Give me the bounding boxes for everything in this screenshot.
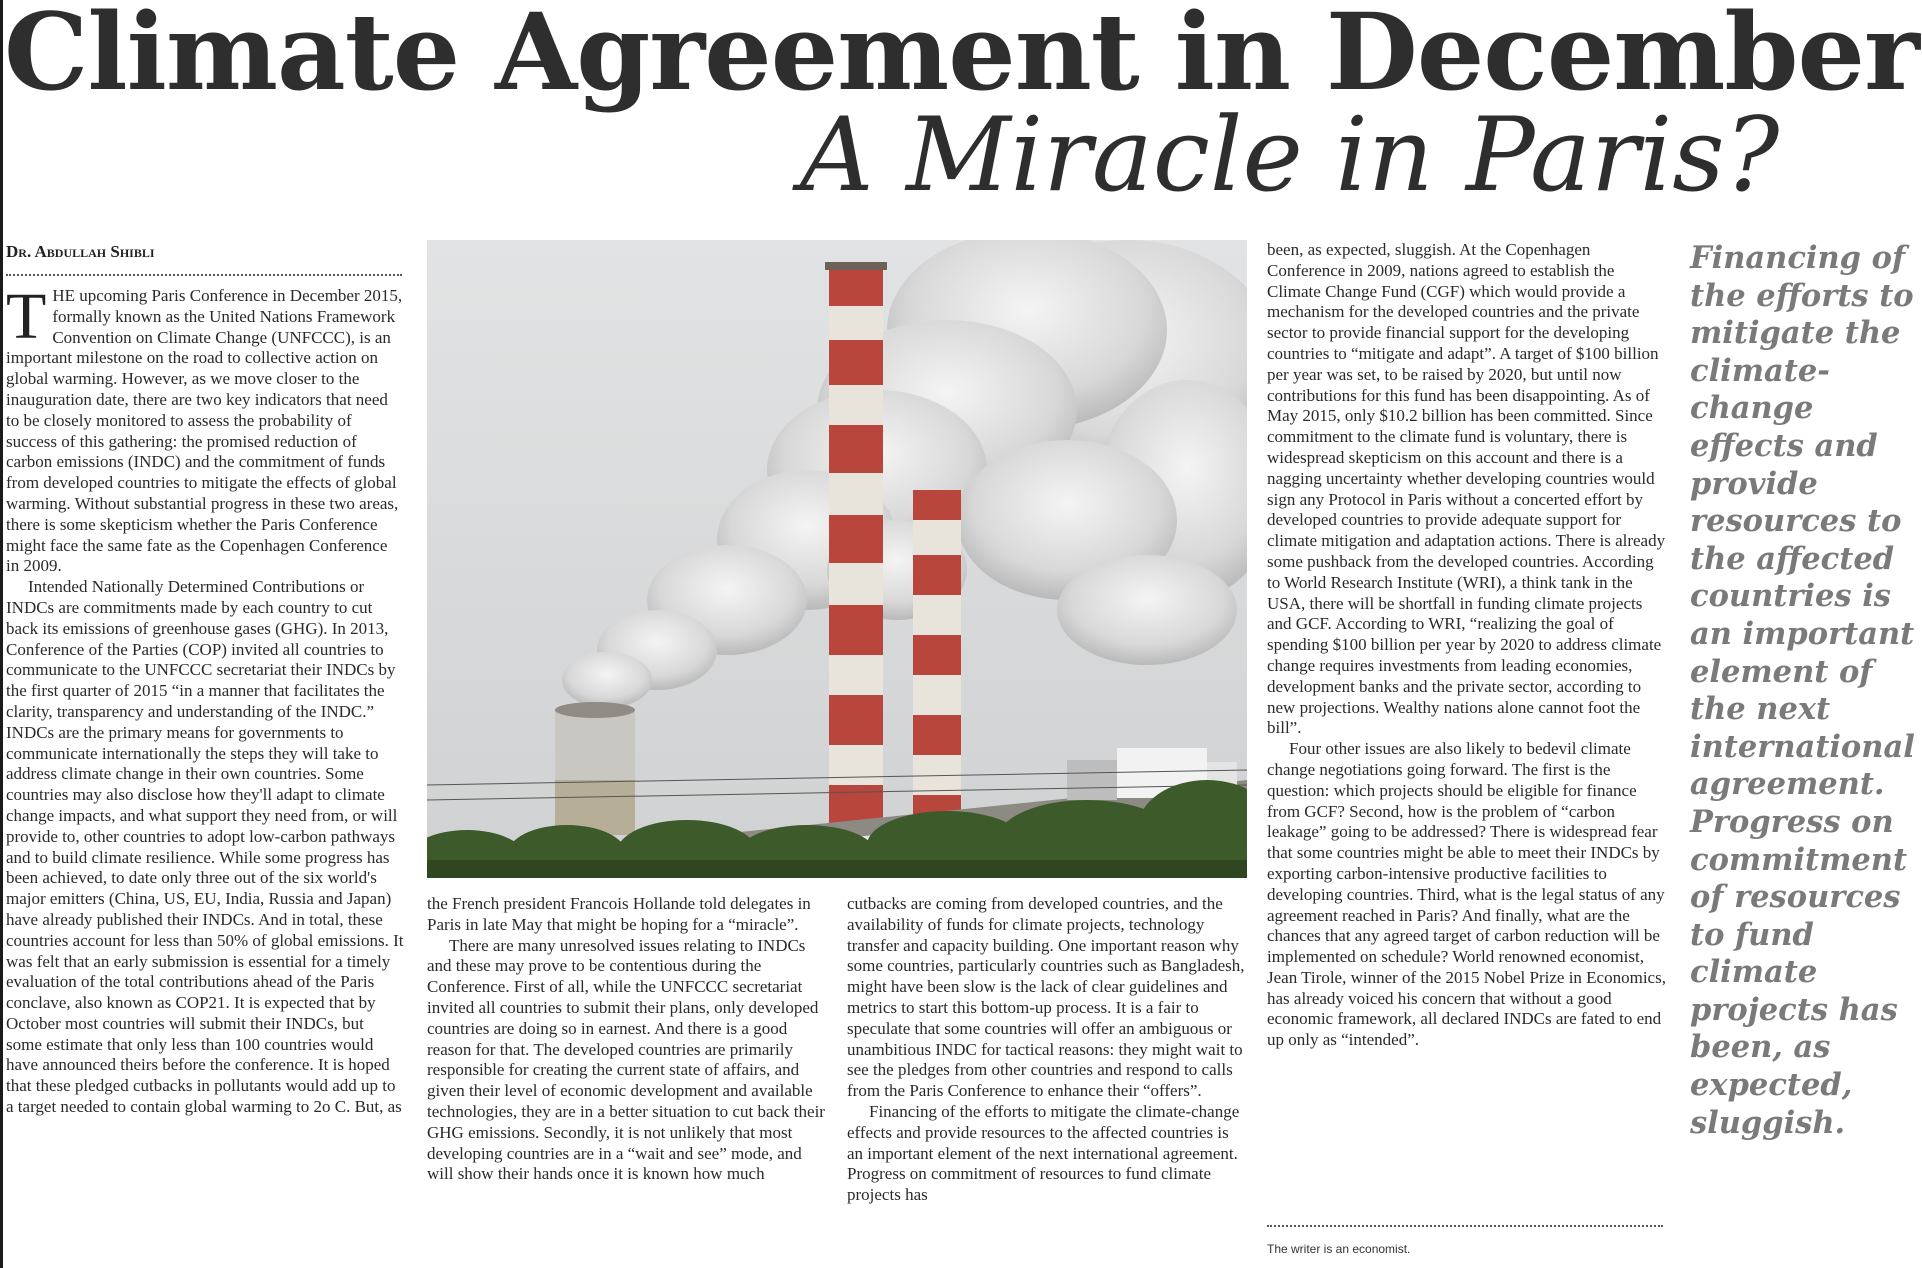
smokestack-photo [427, 240, 1247, 878]
article-column-2 [427, 894, 827, 1268]
paragraph: HE upcoming Paris Conference in December 2015, formally known as the United Nations Framework Convention on Climate Change (UNFCCC), is an important milestone on the road to collective action on global warming. However, as we move closer to the inauguration date, there are two key indicators that need to be closely monitored to assess the probability of success of this gathering: the promised reduction of carbon emissions (INDC) and the commitment of funds from developed countries to mitigate the effects of global warming. Without substantial progress in these two areas, there is some skepticism whether the Paris Conference might face the same fate as the Copenhagen Conference in 2009. [6, 286, 403, 576]
page-edge [0, 0, 3, 1268]
paragraph: Intended Nationally Determined Contributions or INDCs are commitments made by each country to cut back its emissions of greenhouse gases (GHG). In 2013, Conference of the Parties (COP) invited all countries to communicate to the UNFCCC secretariat their INDCs by the first quarter of 2015 “in a manner that facilitates the clarity, transparency and understanding of the INDC.” INDCs are the primary means for governments to communicate internationally the steps they will take to address climate change in their own countries. Some countries may also disclose how they'll adapt to climate change impacts, and what support they need from, or will provide to, other countries to adopt low-carbon pathways and to build climate resilience. While some progress has been achieved, to date only three out of the six world's major emitters (China, US, EU, India, Russia and Japan) have already published their INDCs. And in total, these countries account for less than 50% of global emissions. It was felt that an early submission is essential for a timely evaluation of the total contributions ahead of the Paris conclave, also known as COP21. It is expected that by October most countries will submit their INDCs, but some estimate that only less than 100 countries would have announced theirs before the conference. It is hoped that these pledged cutbacks in pollutants would add up to a target needed to contain global warming to 2o C. But, as [6, 577, 404, 1117]
headline: Climate Agreement in December [4, 0, 1919, 114]
article-column-4 [1267, 240, 1667, 1222]
article-column-1 [6, 286, 404, 1268]
byline: Dr. Abdullah Shibli [6, 242, 155, 261]
paragraph: cutbacks are coming from developed countries, and the availability of funds for climate projects, technology transfer and capacity building. One important reason why some countries, particularly countries such as Bangladesh, might have been slow is the lack of clear guidelines and metrics to start this bottom-up process. It is a fair to speculate that some countries will offer an ambiguous or unambitious INDC for tactical reasons: they might wait to see the pledges from other countries and respond to calls from the Paris Conference to enhance their “offers”. [847, 894, 1245, 1101]
end-divider [1267, 1225, 1663, 1227]
subheadline: A Miracle in Paris? [800, 96, 1780, 215]
paragraph: Four other issues are also likely to bedevil climate change negotiations going forward. The first is the question: which projects should be eligible for finance from GCF? Second, how is the problem of “carbon leakage” going to be addressed? There is widespread fear that some countries might be able to meet their INDCs by exporting carbon-intensive productive facilities to developing countries. Third, what is the legal status of any agreement reached in Paris? And finally, what are the chances that any agreed target of carbon reduction will be implemented on schedule? World renowned economist, Jean Tirole, winner of the 2015 Nobel Prize in Economics, has already voiced his concern that without a good economic framework, all declared INDCs are fated to end up only as “intended”. [1267, 739, 1666, 1050]
article-column-3 [847, 894, 1247, 1268]
paragraph: There are many unresolved issues relating to INDCs and these may prove to be contentious during the Conference. First of all, while the UNFCCC secretariat invited all countries to submit their plans, only developed countries are doing so in earnest. And there is a good reason for that. The developed countries are primarily responsible for creating the current state of affairs, and given their level of economic development and available technologies, they are in a better situation to cut back their GHG emissions. Secondly, it is not unlikely that most developing countries are in a “wait and see” mode, and will show their hands once it is known how much [427, 935, 825, 1184]
pull-quote: Financing of the efforts to mitigate the climate-change effects and provide resources to the affected countries is an important element of the next international agreement. Progress on commitment of resources to fund climate projects has been, as expected, sluggish. [1690, 240, 1915, 1141]
paragraph: Financing of the efforts to mitigate the climate-change effects and provide resources to the affected countries is an important element of the next international agreement. Progress on commitment of resources to fund climate projects has [847, 1101, 1240, 1205]
drop-cap: T [6, 286, 47, 353]
author-note: The writer is an economist. [1267, 1242, 1411, 1256]
byline-divider [6, 274, 402, 276]
paragraph: the French president Francois Hollande told delegates in Paris in late May that might be hoping for a “miracle”. [427, 894, 811, 934]
paragraph: been, as expected, sluggish. At the Copenhagen Conference in 2009, nations agreed to establish the Climate Change Fund (CGF) which would provide a mechanism for the developed countries and the private sector to provide financial support for the developing countries to “mitigate and adapt”. A target of $100 billion per year was set, to be raised by 2020, but until now contributions for this fund has been disappointing. As of May 2015, only $10.2 billion has been committed. Since commitment to the climate fund is voluntary, there is widespread skepticism on this account and there is a nagging uncertainty whether developing countries would sign any Protocol in Paris without a concerted effort by developed countries to provide adequate support for climate mitigation and adaptation actions. There is already some pushback from the developed countries. According to World Research Institute (WRI), a think tank in the USA, there will be shortfall in funding climate projects and GCF. According to WRI, “realizing the goal of spending $100 billion per year by 2020 to address climate change requires investments from leading economies, development banks and the private sector, according to new projections. Wealthy nations alone cannot foot the bill”. [1267, 240, 1666, 738]
